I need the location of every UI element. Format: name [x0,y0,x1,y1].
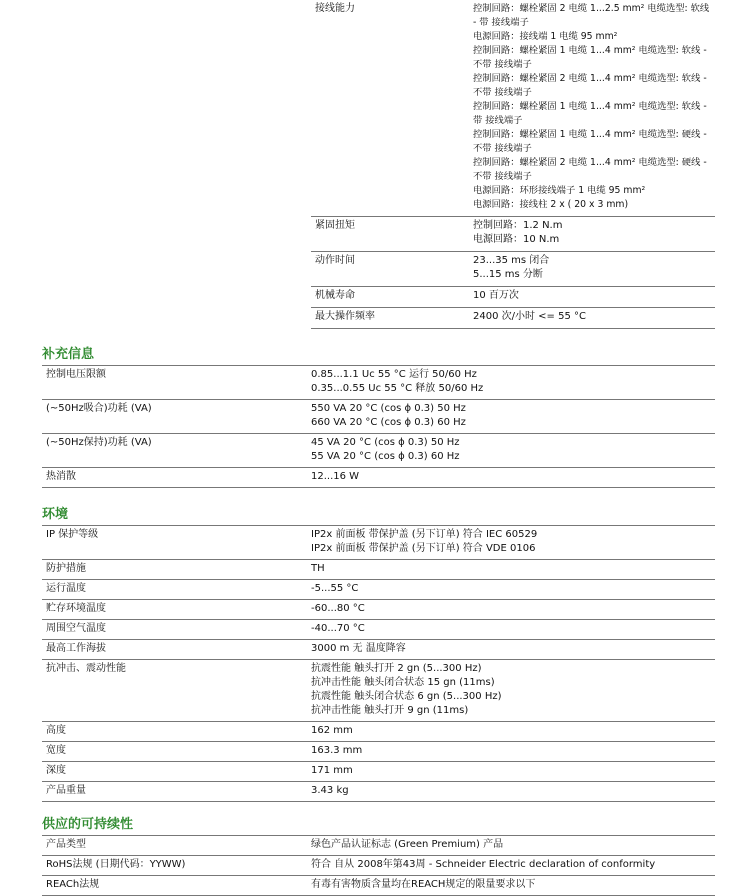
spec-label: IP 保护等级 [46,529,99,540]
spec-value [467,0,715,216]
spec-label: 深度 [46,765,66,776]
spec-value-line: 符合 自从 2008年第43周 - Schneider Electric declaration of conformity [311,859,656,870]
spec-value [311,762,715,781]
spec-value [311,620,715,639]
spec-label: 周围空气温度 [46,623,106,634]
spec-value [311,580,715,599]
spec-row [42,468,715,488]
spec-value-line: 5...15 ms 分断 [473,269,543,280]
spec-value-line: 3000 m 无 温度降容 [311,643,406,654]
spec-row [42,762,715,782]
top-spec-table [311,0,715,329]
spec-value-line: 抗震性能 触头闭合状态 6 gn (5...300 Hz) [311,691,502,702]
spec-value-line: -40...70 °C [311,623,365,634]
spec-row [42,640,715,660]
spec-row [42,782,715,802]
spec-row [311,0,715,217]
spec-label: (~50Hz吸合)功耗 (VA) [46,403,152,414]
spec-label: 控制电压限额 [46,369,106,380]
spec-value-line: 163.3 mm [311,745,363,756]
spec-value [311,400,715,433]
spec-value-line: 电源回路：接线端 1 电缆 95 mm² [473,31,618,42]
spec-row [42,856,715,876]
spec-value-line: -5...55 °C [311,583,359,594]
spec-value [311,468,715,487]
spec-value [311,722,715,741]
spec-value [311,526,715,559]
spec-value-line: 23...35 ms 闭合 [473,255,550,266]
spec-label: 运行温度 [46,583,86,594]
spec-value [467,217,715,251]
section-supplementary [42,345,715,488]
spec-value-line: 3.43 kg [311,785,349,796]
spec-value-line: 660 VA 20 °C (cos ϕ 0.3) 60 Hz [311,417,466,428]
spec-label: 接线能力 [315,3,355,14]
spec-value-line: 0.35...0.55 Uc 55 °C 释放 50/60 Hz [311,383,484,394]
spec-value [467,252,715,286]
spec-value-line: 控制回路：螺栓紧固 1 电缆 1...4 mm² 电缆选型: 软线 - 不带 接线端子 [473,45,707,70]
spec-row [42,620,715,640]
spec-value-line: 12...16 W [311,471,360,482]
spec-row [42,580,715,600]
spec-row [42,366,715,400]
spec-label: 高度 [46,725,66,736]
spec-row [42,742,715,762]
spec-value-line: 55 VA 20 °C (cos ϕ 0.3) 60 Hz [311,451,460,462]
spec-row [42,836,715,856]
spec-label: 产品类型 [46,839,86,850]
spec-label: REACh法规 [46,879,100,890]
spec-value-line: 控制回路：螺栓紧固 2 电缆 1...4 mm² 电缆选型: 软线 - 不带 接线端子 [473,73,707,98]
spec-label: 防护措施 [46,563,86,574]
section-title: 供应的可持续性 [42,815,715,836]
spec-row [42,600,715,620]
spec-value [311,366,715,399]
spec-label: 贮存环境温度 [46,603,106,614]
section-title: 补充信息 [42,345,715,366]
spec-label: 最高工作海拔 [46,643,106,654]
spec-value-line: 控制回路：螺栓紧固 2 电缆 1...2.5 mm² 电缆选型: 软线 - 带 接线端子 [473,3,710,28]
spec-value-line: 有毒有害物质含量均在REACH规定的限量要求以下 [311,879,536,890]
spec-value [311,660,715,721]
spec-value-line: IP2x 前面板 带保护盖 (另下订单) 符合 IEC 60529 [311,529,538,540]
spec-value-line: 抗震性能 触头打开 2 gn (5...300 Hz) [311,663,482,674]
spec-value [311,856,715,875]
spec-value [311,600,715,619]
spec-value-line: 电源回路：接线柱 2 x ( 20 x 3 mm) [473,199,629,210]
spec-label: 紧固扭矩 [315,220,355,231]
spec-value-line: 电源回路：环形接线端子 1 电缆 95 mm² [473,185,646,196]
spec-value-line: 10 百万次 [473,290,519,301]
spec-value [467,287,715,307]
spec-value [311,560,715,579]
spec-value-line: 控制回路：螺栓紧固 2 电缆 1...4 mm² 电缆选型: 硬线 - 不带 接线端子 [473,157,707,182]
spec-value-line: 2400 次/小时 <= 55 °C [473,311,586,322]
spec-row [42,560,715,580]
spec-value-line: TH [311,563,325,574]
spec-row [311,217,715,252]
spec-value-line: 控制回路：螺栓紧固 1 电缆 1...4 mm² 电缆选型: 软线 - 带 接线端子 [473,101,707,126]
spec-label: 产品重量 [46,785,86,796]
spec-value-line: 抗冲击性能 触头打开 9 gn (11ms) [311,705,469,716]
spec-row [42,434,715,468]
spec-row [311,287,715,308]
spec-label: 动作时间 [315,255,355,266]
spec-value-line: 171 mm [311,765,353,776]
spec-label: 宽度 [46,745,66,756]
section-title: 环境 [42,505,715,526]
spec-label: 最大操作频率 [315,311,375,322]
spec-label: 热消散 [46,471,76,482]
spec-label: (~50Hz保持)功耗 (VA) [46,437,152,448]
spec-value-line: 控制回路：1.2 N.m [473,220,563,231]
spec-row [42,722,715,742]
spec-value-line: 550 VA 20 °C (cos ϕ 0.3) 50 Hz [311,403,466,414]
spec-value [467,308,715,328]
spec-value-line: 162 mm [311,725,353,736]
spec-value [311,876,715,895]
spec-value [311,836,715,855]
spec-row [42,660,715,722]
spec-label: 机械寿命 [315,290,355,301]
spec-value [311,782,715,801]
spec-value-line: 绿色产品认证标志 (Green Premium) 产品 [311,839,504,850]
spec-label: RoHS法规 (日期代码：YYWW) [46,859,186,870]
spec-row [311,252,715,287]
spec-value [311,640,715,659]
spec-row [42,876,715,896]
spec-value-line: IP2x 前面板 带保护盖 (另下订单) 符合 VDE 0106 [311,543,536,554]
spec-row [42,400,715,434]
spec-value-line: 抗冲击性能 触头闭合状态 15 gn (11ms) [311,677,495,688]
spec-value [311,434,715,467]
spec-value [311,742,715,761]
spec-value-line: 45 VA 20 °C (cos ϕ 0.3) 50 Hz [311,437,460,448]
section-sustainability [42,815,715,896]
spec-row [311,308,715,329]
spec-row [42,526,715,560]
section-environment [42,505,715,802]
spec-value-line: 0.85...1.1 Uc 55 °C 运行 50/60 Hz [311,369,477,380]
spec-value-line: 电源回路：10 N.m [473,234,560,245]
spec-value-line: 控制回路：螺栓紧固 1 电缆 1...4 mm² 电缆选型: 硬线 - 不带 接线端子 [473,129,707,154]
spec-label: 抗冲击、震动性能 [46,663,126,674]
spec-value-line: -60...80 °C [311,603,365,614]
